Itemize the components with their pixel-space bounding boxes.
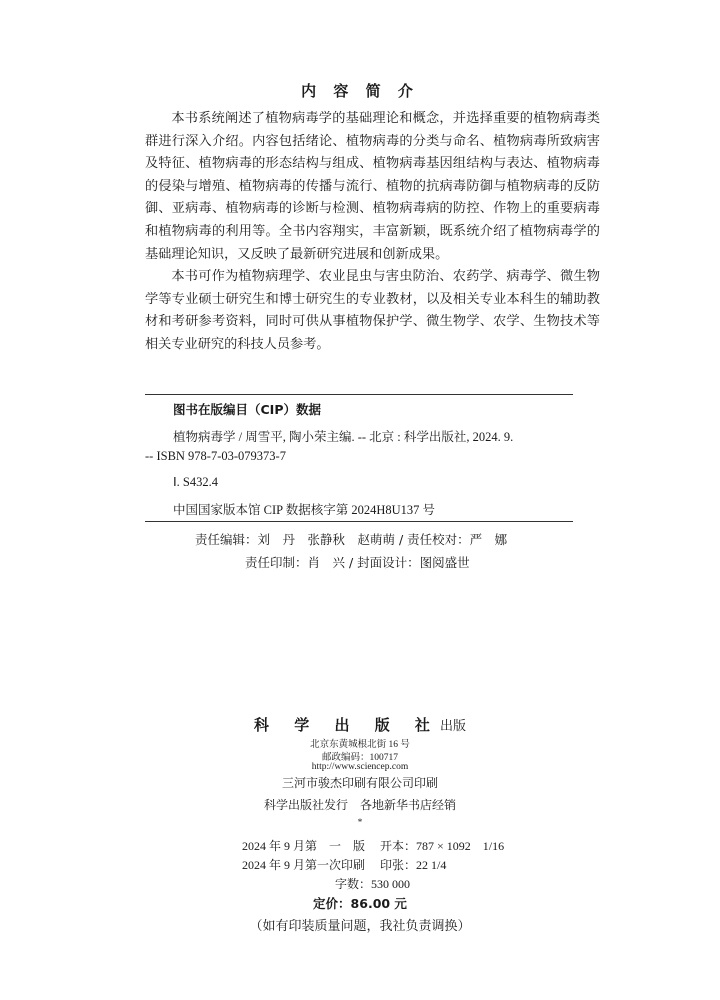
credits-line-1: 责任编辑：刘 丹 张静秋 赵萌萌 / 责任校对：严 娜 <box>195 532 508 547</box>
publisher-website: http://www.sciencep.com <box>311 762 409 772</box>
summary-paragraph-2: 本书可作为植物病理学、农业昆虫与害虫防治、农药学、病毒学、微生物学等专业硕士研究生和博士研究生的专业教材，以及相关专业本科生的辅助教材和考研参考资料，同时可供从事植物保护学、微生物学、农学、生物技术等相关专业研究的科技人员参考。 <box>145 269 600 352</box>
cip-title: 图书在版编目（CIP）数据 <box>173 402 321 417</box>
cip-line-1: 植物病毒学 / 周雪平, 陶小荣主编. -- 北京 : 科学出版社, 2024. 9. <box>173 430 514 444</box>
cip-line-3: Ⅰ. S432.4 <box>173 475 219 489</box>
word-count: 字数：530 000 <box>335 877 411 891</box>
publisher-address: 北京东黄城根北街 16 号 <box>310 740 410 750</box>
publisher-name: 科 学 出 版 社 <box>254 716 440 734</box>
publisher-postcode: 邮政编码：100717 <box>321 753 398 763</box>
publisher-heading <box>0 714 720 735</box>
summary-body <box>145 108 600 357</box>
printing-info: 2024 年 9 月第一次印刷 印张：22 1/4 <box>242 858 447 872</box>
publisher-suffix: 出版 <box>439 719 466 734</box>
cip-top-rule <box>145 394 573 395</box>
cip-line-2: -- ISBN 978-7-03-079373-7 <box>145 449 286 463</box>
printer: 三河市骏杰印刷有限公司印刷 <box>281 776 438 790</box>
quality-notice: （如有印装质量问题，我社负责调换） <box>249 919 471 934</box>
price: 定价：86.00 元 <box>313 896 407 911</box>
summary-paragraph-1: 本书系统阐述了植物病毒学的基础理论和概念，并选择重要的植物病毒类群进行深入介绍。内容包括绪论、植物病毒的分类与命名、植物病毒所致病害及特征、植物病毒的形态结构与组成、植物病毒基因组结构与表达、植物病毒的侵染与增殖、植物病毒的传播与流行、植物的抗病毒防御与植物病毒的反防御、亚病毒、植物病毒的诊断与检测、植物病毒病的防控、作物上的重要病毒和植物病毒的利用等。全书内容翔实，丰富新颖，既系统介绍了植物病毒学的基础理论知识，又反映了最新研究进展和创新成果。 <box>145 111 600 262</box>
separator-star: * <box>357 818 363 828</box>
summary-title: 内 容 简 介 <box>301 82 419 100</box>
cip-line-4: 中国国家版本馆 CIP 数据核字第 2024H8U137 号 <box>173 503 436 517</box>
edition-info: 2024 年 9 月第 一 版 开本：787 × 1092 1/16 <box>242 839 505 853</box>
cip-bottom-rule <box>145 521 573 522</box>
distribution: 科学出版社发行 各地新华书店经销 <box>263 798 456 812</box>
credits-line-2: 责任印制：肖 兴 / 封面设计：图阅盛世 <box>245 555 470 570</box>
